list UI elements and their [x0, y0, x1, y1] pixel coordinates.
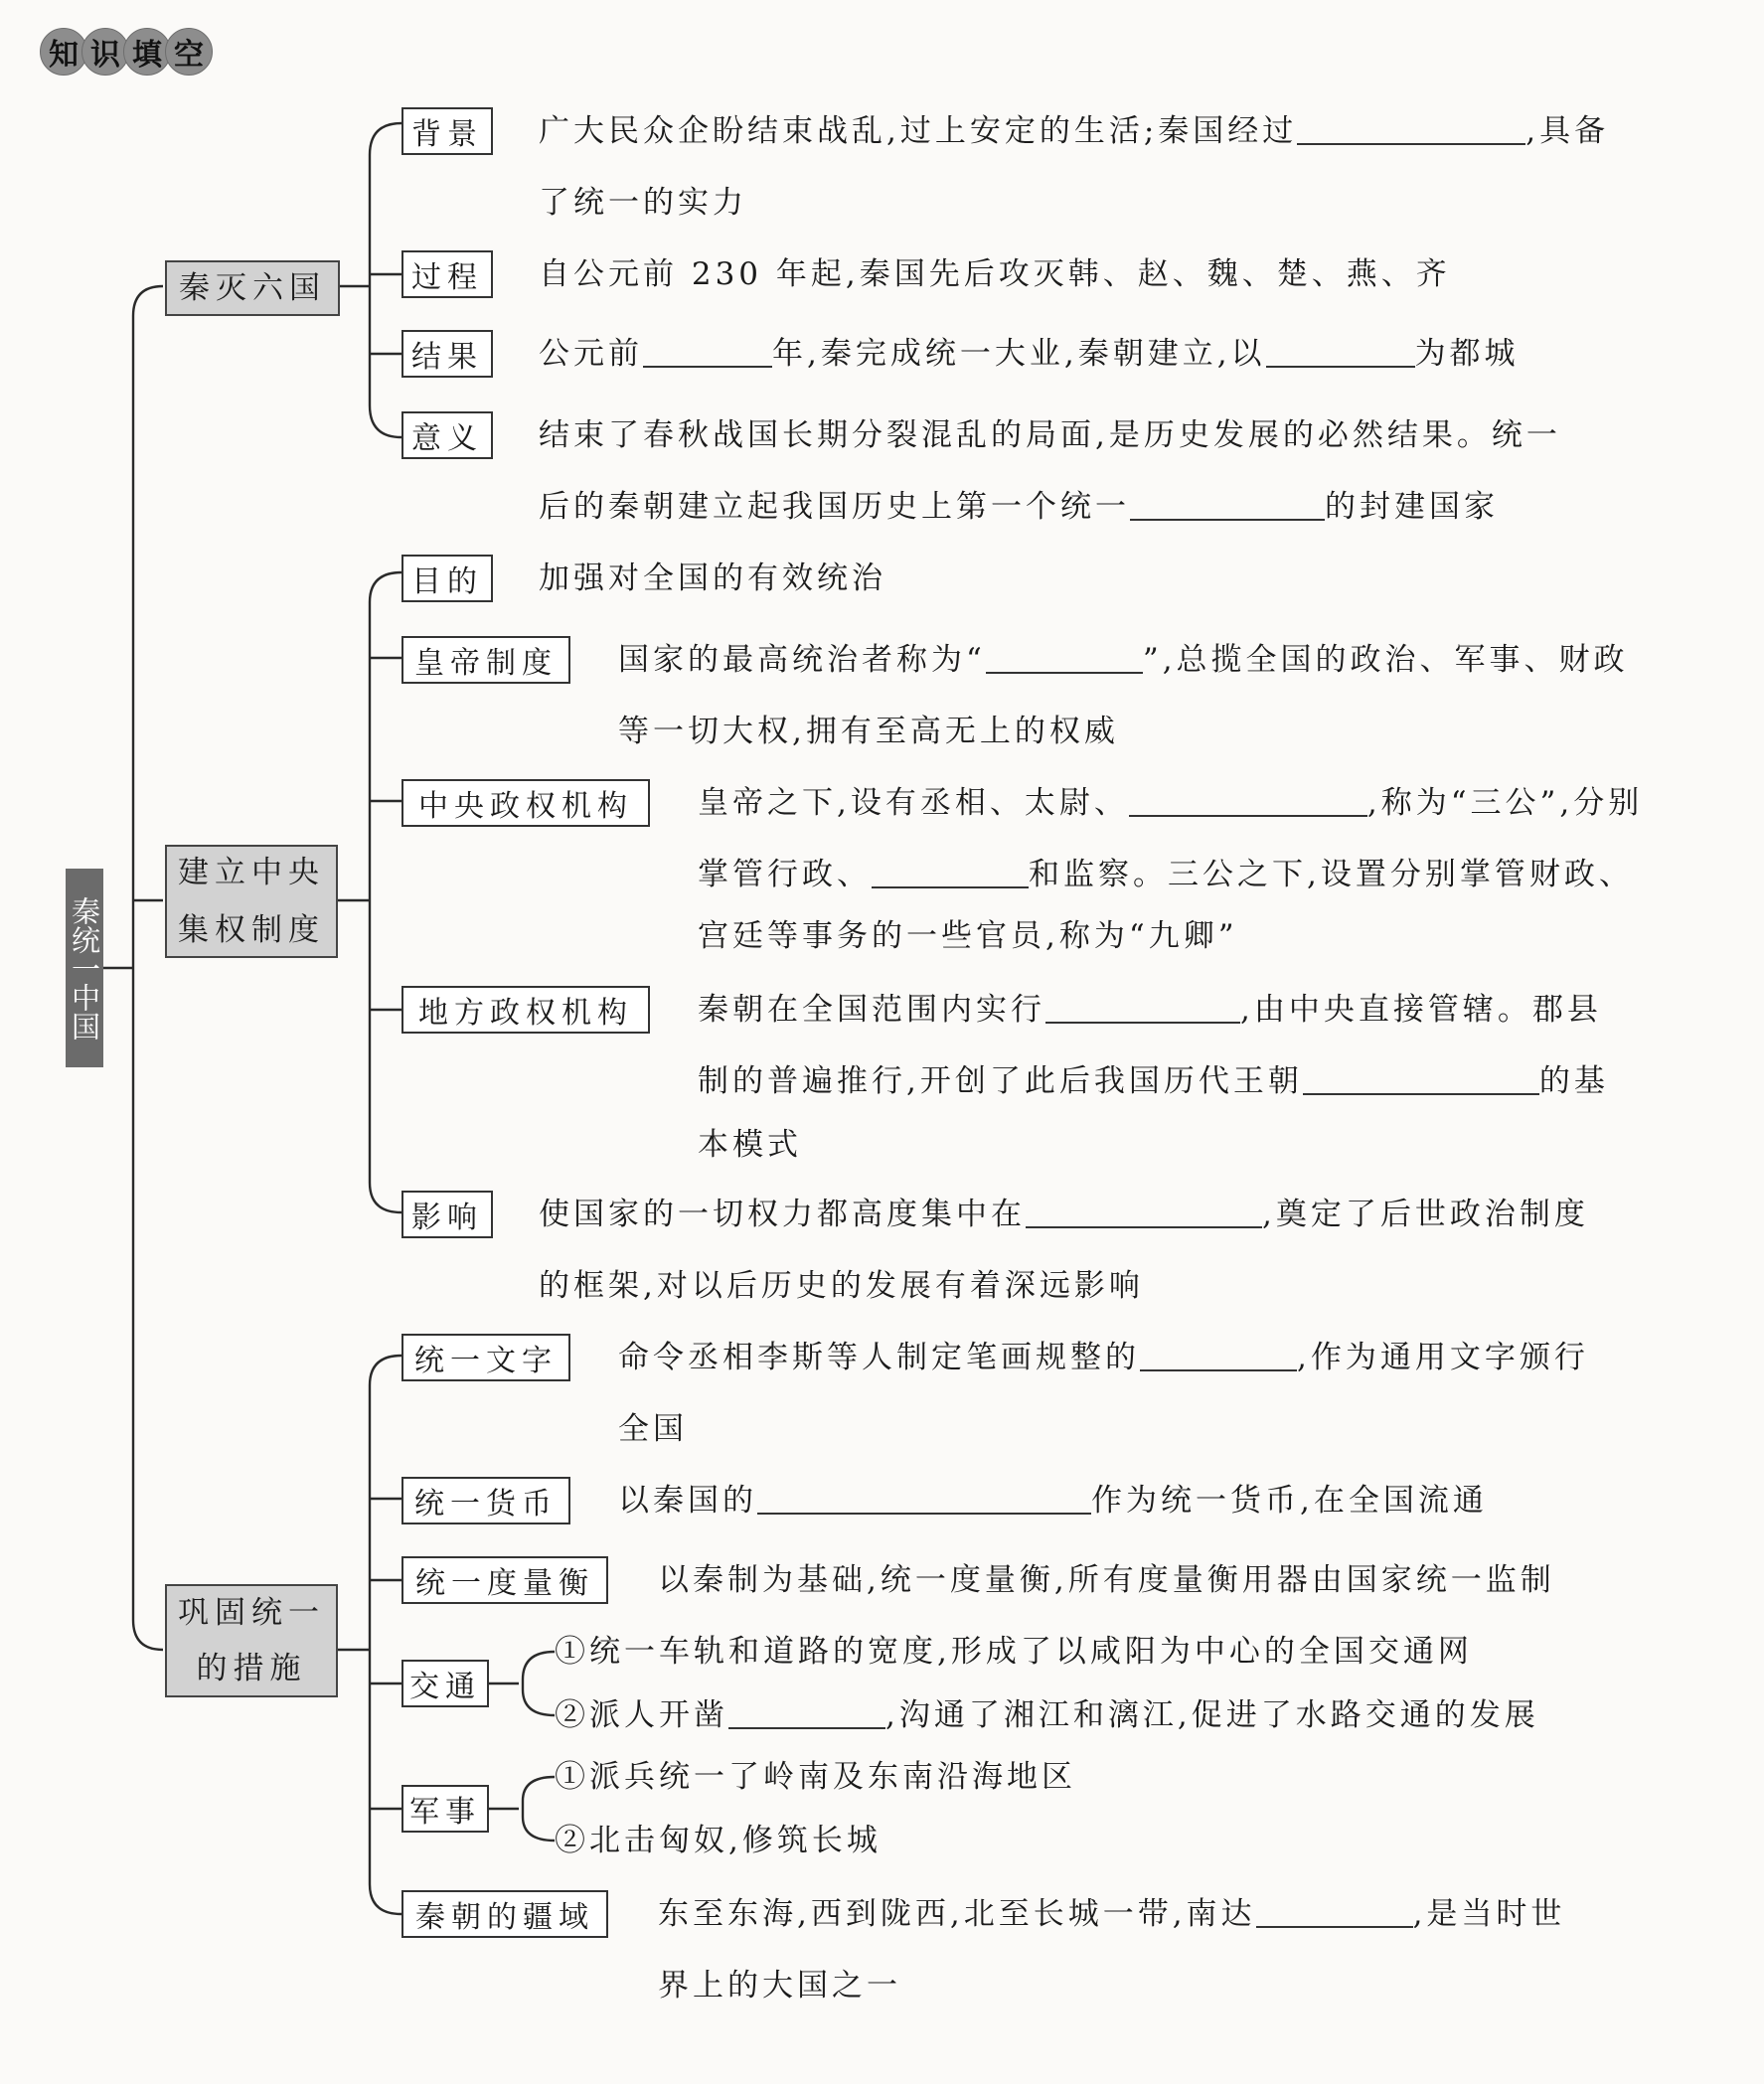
text-segment: 公元前: [539, 336, 643, 372]
text-segment: 以秦国的: [618, 1483, 757, 1519]
section-badge: [40, 28, 207, 76]
fill-blank[interactable]: [1140, 1340, 1297, 1371]
text-bg-line2: 了统一的实力: [539, 185, 747, 221]
label-dl: 统一度量衡: [401, 1556, 608, 1604]
node-s3: [165, 1584, 338, 1697]
fill-blank[interactable]: [1045, 992, 1240, 1024]
text-segment: ”,总揽全国的政治、军事、财政: [1142, 642, 1629, 678]
text-yx-line1: [539, 1197, 1589, 1232]
text-gc-line1: 自公元前 230 年起,秦国先后攻灭韩、赵、魏、楚、燕、齐: [539, 256, 1451, 292]
badge-char: 空: [165, 28, 213, 76]
text-segment: 制的普遍推行,开创了此后我国历代王朝: [698, 1063, 1303, 1099]
label-hd: 皇帝制度: [401, 636, 570, 684]
text-segment: 命令丞相李斯等人制定笔画规整的: [618, 1340, 1140, 1375]
root-node: 秦统一中国: [66, 869, 103, 1067]
text-segment: 年,秦完成统一大业,秦朝建立,以: [772, 336, 1266, 372]
text-segment: 国家的最高统治者称为“: [618, 642, 986, 678]
text-js-line1: ①派兵统一了岭南及东南沿海地区: [555, 1759, 1076, 1795]
fill-blank[interactable]: [986, 642, 1143, 674]
label-bg: 背景: [401, 107, 493, 155]
js-bracket: [523, 1777, 555, 1841]
text-hb-line1: [618, 1483, 1488, 1519]
node-s2: [165, 845, 338, 958]
node-s3-line2: 的措施: [196, 1651, 307, 1686]
text-segment: 广大民众企盼结束战乱,过上安定的生活;秦国经过: [539, 113, 1298, 149]
label-jt: 交通: [401, 1660, 489, 1707]
text-jy-line2: 界上的大国之一: [658, 1968, 901, 2004]
text-segment: 秦朝在全国范围内实行: [698, 992, 1045, 1028]
fill-blank[interactable]: [643, 336, 772, 368]
fill-blank[interactable]: [1129, 785, 1367, 817]
text-jt-line1: ①统一车轨和道路的宽度,形成了以咸阳为中心的全国交通网: [555, 1634, 1473, 1670]
fill-blank[interactable]: [1297, 113, 1525, 145]
fill-blank[interactable]: [728, 1697, 885, 1729]
node-s1: 秦灭六国: [165, 260, 340, 316]
text-hd-line1: [618, 642, 1629, 678]
text-segment: 皇帝之下,设有丞相、太尉、: [698, 785, 1129, 821]
text-js-line2: ②北击匈奴,修筑长城: [555, 1823, 882, 1858]
fill-blank[interactable]: [872, 857, 1029, 888]
label-js: 军事: [401, 1785, 489, 1833]
node-s2-line2: 集权制度: [178, 912, 325, 948]
badge-char: 填: [123, 28, 171, 76]
text-segment: ,是当时世: [1412, 1896, 1566, 1932]
text-df-line1: [698, 992, 1602, 1028]
text-jg-line1: [539, 336, 1520, 372]
text-bg-line1: [539, 113, 1609, 149]
label-jy: 秦朝的疆域: [401, 1890, 608, 1938]
text-segment: 的封建国家: [1325, 489, 1499, 525]
text-hd-line2: 等一切大权,拥有至高无上的权威: [618, 714, 1119, 749]
text-dl-line1: 以秦制为基础,统一度量衡,所有度量衡用器由国家统一监制: [658, 1562, 1555, 1598]
s3-bracket: [370, 1356, 401, 1914]
fill-blank[interactable]: [1303, 1063, 1539, 1095]
node-s2-line1: 建立中央: [178, 855, 325, 890]
text-zy-line3: 宫廷等事务的一些官员,称为“九卿”: [698, 918, 1238, 954]
text-segment: ,作为通用文字颁行: [1297, 1340, 1589, 1375]
fill-blank[interactable]: [757, 1483, 1091, 1515]
label-gc: 过程: [401, 250, 493, 298]
badge-char: 知: [40, 28, 87, 76]
text-df-line3: 本模式: [698, 1127, 802, 1163]
text-zy-line1: [698, 785, 1643, 821]
text-segment: 掌管行政、: [698, 857, 872, 892]
text-segment: 使国家的一切权力都高度集中在: [539, 1197, 1026, 1232]
label-yy: 意义: [401, 411, 493, 459]
text-segment: 和监察。三公之下,设置分别掌管财政、: [1029, 857, 1634, 892]
label-wz: 统一文字: [401, 1334, 570, 1381]
text-yy-line1: 结束了春秋战国长期分裂混乱的局面,是历史发展的必然结果。统一: [539, 417, 1561, 453]
text-segment: 为都城: [1414, 336, 1520, 372]
text-segment: ,具备: [1525, 113, 1610, 149]
text-segment: 作为统一货币,在全国流通: [1091, 1483, 1488, 1519]
fill-blank[interactable]: [1026, 1197, 1262, 1228]
jt-bracket: [523, 1652, 555, 1715]
node-s3-line1: 巩固统一: [178, 1595, 325, 1631]
text-yx-line2: 的框架,对以后历史的发展有着深远影响: [539, 1268, 1144, 1304]
text-segment: 后的秦朝建立起我国历史上第一个统一: [539, 489, 1130, 525]
fill-blank[interactable]: [1256, 1896, 1413, 1928]
text-zy-line2: [698, 857, 1634, 892]
text-segment: 东至东海,西到陇西,北至长城一带,南达: [658, 1896, 1256, 1932]
label-md: 目的: [401, 555, 493, 602]
s1-bracket: [370, 123, 401, 437]
label-jg: 结果: [401, 330, 493, 378]
label-zy: 中央政权机构: [401, 779, 650, 827]
label-yx: 影响: [401, 1191, 493, 1238]
s2-bracket: [370, 572, 401, 1212]
text-jy-line1: [658, 1896, 1565, 1932]
badge-char: 识: [81, 28, 129, 76]
text-segment: ,由中央直接管辖。郡县: [1240, 992, 1602, 1028]
text-jt-line2: [555, 1697, 1539, 1733]
text-yy-line2: [539, 489, 1499, 525]
text-wz-line2: 全国: [618, 1411, 688, 1447]
label-hb: 统一货币: [401, 1477, 570, 1524]
text-segment: 的基: [1538, 1063, 1609, 1099]
label-df: 地方政权机构: [401, 986, 650, 1034]
fill-blank[interactable]: [1266, 336, 1415, 368]
text-segment: ,奠定了后世政治制度: [1262, 1197, 1589, 1232]
text-md-line1: 加强对全国的有效统治: [539, 561, 886, 596]
text-segment: ,沟通了湘江和漓江,促进了水路交通的发展: [885, 1697, 1539, 1733]
text-segment: ,称为“三公”,分别: [1366, 785, 1644, 821]
text-wz-line1: [618, 1340, 1589, 1375]
text-segment: ②派人开凿: [555, 1697, 728, 1733]
level1-trunk: [133, 286, 163, 1650]
text-df-line2: [698, 1063, 1609, 1099]
fill-blank[interactable]: [1130, 489, 1325, 521]
